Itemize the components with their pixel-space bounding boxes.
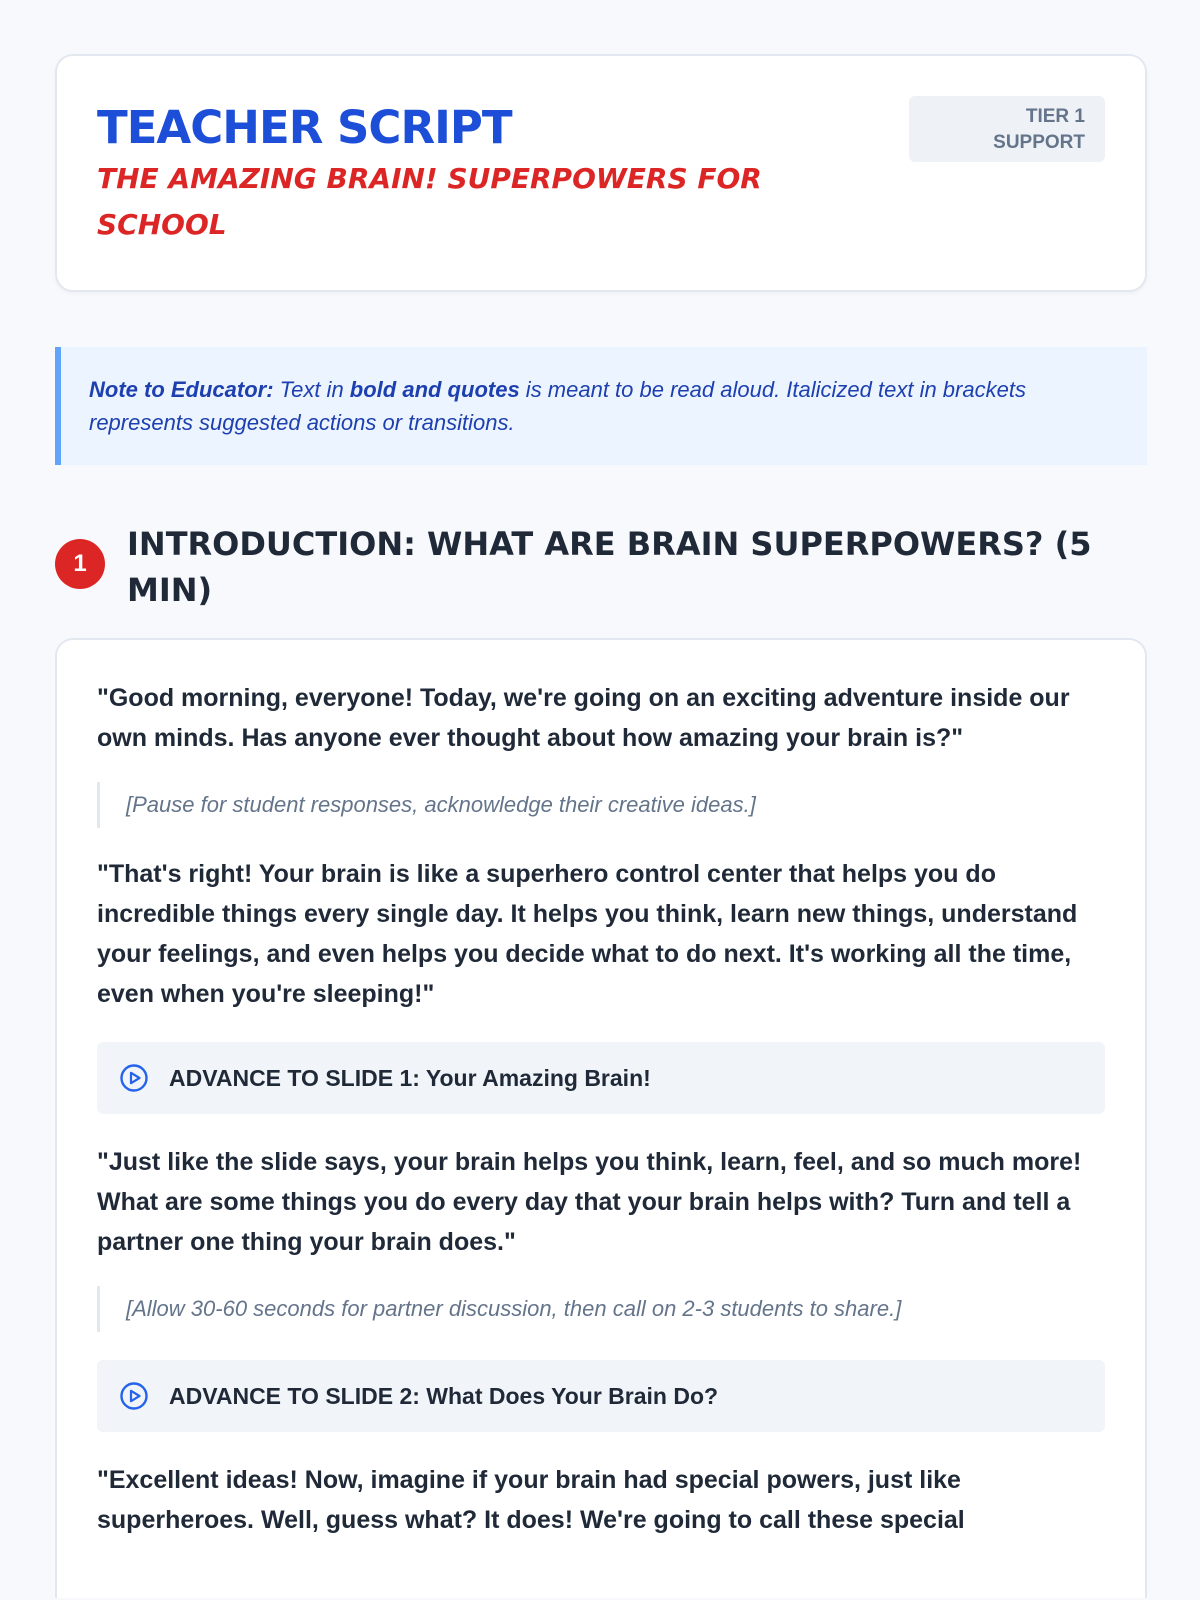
read-aloud-4: "Excellent ideas! Now, imagine if your brain had special powers, just like superheroes. Well, guess what? It does! We're going to call these special [97,1466,965,1534]
note-emphasis: bold and quotes [349,377,520,402]
section-number-badge: 1 [55,539,105,589]
tier-badge-line1: TIER 1 [1025,106,1085,127]
play-circle-icon [119,1381,149,1411]
page-title: TEACHER SCRIPT [97,101,512,154]
lesson-subtitle: THE AMAZING BRAIN! SUPERPOWERS FOR SCHOOL [97,162,762,241]
note-lead: Note to Educator: [89,377,274,402]
slide-cue-2-label: ADVANCE TO SLIDE 2: What Does Your Brain Do? [169,1382,719,1409]
slide-cue-2 [97,1360,1105,1432]
teacher-script-page [55,54,1147,1598]
tier-badge-line2: SUPPORT [993,132,1085,153]
play-circle-icon [119,1063,149,1093]
tier-badge [909,96,1105,162]
slide-cue-1 [97,1042,1105,1114]
section-heading [55,521,1147,607]
educator-note [55,347,1147,465]
read-aloud-3: "Just like the slide says, your brain helps you think, learn, feel, and so much more! What are some things you do every day that your brain helps with? Turn and tell a partner one thing your brain does." [97,1148,1082,1256]
section-title: INTRODUCTION: WHAT ARE BRAIN SUPERPOWERS? (5 MIN) [127,525,1092,609]
slide-cue-1-label: ADVANCE TO SLIDE 1: Your Amazing Brain! [169,1064,651,1091]
action-note-1: [Pause for student responses, acknowledge their creative ideas.] [97,782,1105,828]
read-aloud-2: "That's right! Your brain is like a superhero control center that helps you do incredible things every single day. It helps you think, learn new things, understand your feelings, and even helps you decide what to do next. It's working all the time, even when you're sleeping!" [97,860,1078,1008]
note-text-before: Text in [273,377,350,402]
note-text-after: is meant to be read aloud. Italicized text in brackets represents suggested actions or transitions. [89,377,1026,435]
action-note-2: [Allow 30-60 seconds for partner discussion, then call on 2-3 students to share.] [97,1286,1105,1332]
header-card [55,54,1147,292]
script-card [55,638,1147,1598]
read-aloud-1: "Good morning, everyone! Today, we're going on an exciting adventure inside our own minds. Has anyone ever thought about how amazing your brain is?" [97,684,1070,752]
